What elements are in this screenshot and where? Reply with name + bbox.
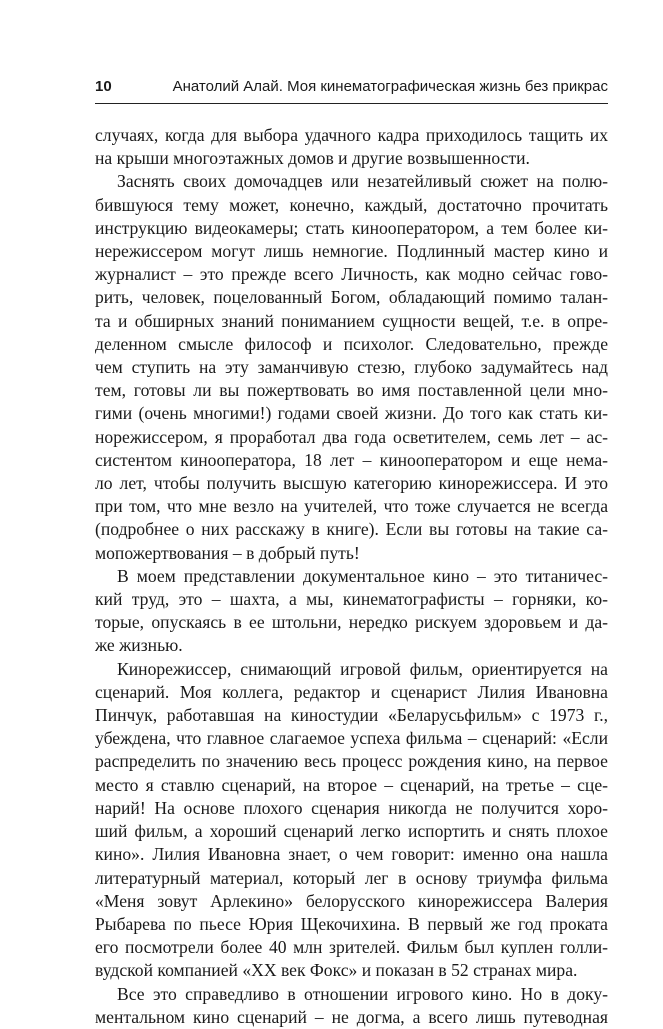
running-title: Анатолий Алай. Моя кинематографическая жизнь без прикрас [172, 78, 608, 95]
text-line: (подробнее о них расскажу в книге). Если вы готовы на такие са- [95, 519, 608, 540]
text-line: случаях, когда для выбора удачного кадра приходилось тащить их [95, 125, 608, 145]
page-number: 10 [95, 78, 112, 95]
text-line: Все это справедливо в отношении игрового кино. Но в доку- [117, 983, 608, 1004]
text-line: рить, человек, поцелованный Богом, обладающий помимо талан- [95, 287, 608, 308]
body-text [95, 124, 608, 1029]
text-line: распределить по значению весь процесс рождения кино, на первое [95, 751, 608, 772]
text-line: В моем представлении документальное кино – это титаничес- [117, 565, 608, 586]
text-line: мопожертвования – в добрый путь! [95, 542, 360, 563]
text-line: ло лет, чтобы получить высшую категорию кинорежиссера. И это [95, 473, 608, 494]
header-divider [95, 103, 608, 104]
text-line: нережиссером могут лишь немногие. Подлинный мастер кино и [95, 241, 608, 262]
text-line: систентом кинооператора, 18 лет – кинооператором и еще нема- [95, 449, 608, 470]
text-line: ментальном кино сценарий – не догма, а всего лишь путеводная [95, 1006, 608, 1027]
text-line: же жизнью. [95, 635, 183, 656]
text-line: ший фильм, а хороший сценарий легко испортить и снять плохое [95, 821, 608, 842]
text-line: Пинчук, работавшая на киностудии «Беларусьфильм» с 1973 г., [95, 705, 608, 726]
text-line: кий труд, это – шахта, а мы, кинематографисты – горняки, ко- [95, 589, 608, 610]
text-line: тем, готовы ли вы пожертвовать во имя поставленной цели мно- [95, 380, 608, 401]
text-line: чем ступить на эту заманчивую стезю, глубоко задумайтесь над [95, 357, 608, 378]
text-line: инструкцию видеокамеры; стать кинооператором, а тем более ки- [95, 217, 608, 238]
text-line: норежиссером, я проработал два года осветителем, семь лет – ас- [95, 426, 608, 447]
text-line: Кинорежиссер, снимающий игровой фильм, ориентируется на [117, 658, 608, 679]
text-line: торые, опускаясь в ее штольни, нередко рискуем здоровьем и да- [95, 612, 608, 633]
text-line: «Меня зовут Арлекино» белорусского кинорежиссера Валерия [95, 890, 608, 911]
text-line: нарий! На основе плохого сценария никогда не получится хоро- [95, 797, 608, 818]
text-line: бившуюся тему может, конечно, каждый, достаточно прочитать [95, 194, 608, 215]
page-header [95, 76, 608, 100]
text-line: место я ставлю сценарий, на второе – сценарий, на третье – сце- [95, 774, 608, 795]
text-line: Рыбарева по пьесе Юрия Щекочихина. В первый же год проката [95, 913, 608, 934]
text-line: убеждена, что главное слагаемое успеха фильма – сценарий: «Если [95, 728, 608, 749]
text-line: деленном смысле философ и психолог. Следовательно, прежде [95, 333, 608, 354]
text-line: литературный материал, который лег в основу триумфа фильма [95, 867, 608, 888]
text-line: сценарий. Моя коллега, редактор и сценарист Лилия Ивановна [95, 681, 608, 702]
text-line: вудской компанией «XX век Фокс» и показан в 52 странах мира. [95, 960, 578, 981]
text-line: его посмотрели более 40 млн зрителей. Фильм был куплен голли- [95, 937, 608, 958]
text-line: при том, что мне везло на учителей, что тоже случается не всегда [95, 496, 608, 517]
text-line: гими (очень многими!) годами своей жизни. До того как стать ки- [95, 403, 608, 424]
text-line: на крыши многоэтажных домов и другие возвышенности. [95, 148, 530, 169]
text-line: кино». Лилия Ивановна знает, о чем говорит: именно она нашла [95, 844, 608, 865]
text-line: та и обширных знаний пониманием сущности вещей, т.е. в опре- [95, 310, 608, 331]
text-line: журналист – это прежде всего Личность, как модно сейчас гово- [95, 264, 608, 285]
text-line: Заснять своих домочадцев или незатейливый сюжет на полю- [117, 171, 608, 192]
